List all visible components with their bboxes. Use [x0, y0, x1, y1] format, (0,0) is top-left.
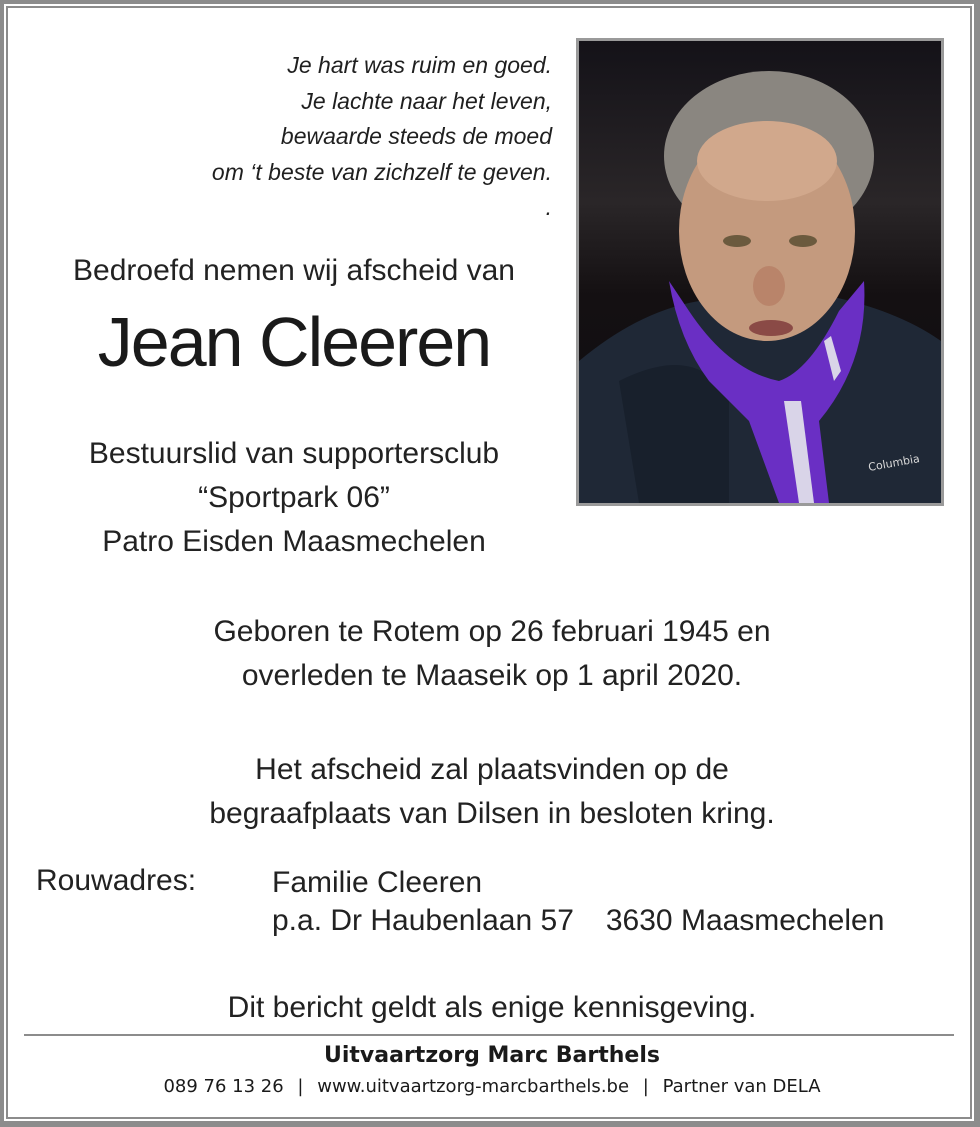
role-line: “Sportpark 06”: [198, 481, 390, 514]
farewell-info: [8, 748, 976, 836]
role-line: Patro Eisden Maasmechelen: [102, 525, 486, 558]
role-line: Bestuurslid van supportersclub: [88, 437, 500, 470]
address-line1: Familie Cleeren: [272, 866, 483, 899]
address-city: 3630 Maasmechelen: [605, 904, 885, 937]
poem-line: Je hart was ruim en goed.: [287, 52, 552, 78]
svg-text:Columbia: Columbia: [867, 452, 921, 474]
farewell-line: begraafplaats van Dilsen in besloten kring.: [209, 797, 775, 830]
footer-divider: [24, 1034, 954, 1036]
separator: |: [297, 1076, 304, 1097]
poem-line: bewaarde steeds de moed: [280, 123, 552, 149]
portrait-illustration: [579, 41, 941, 503]
phone-number: 089 76 13 26: [163, 1076, 284, 1097]
life-line: Geboren te Rotem op 26 februari 1945 en: [213, 615, 771, 648]
intro-text: Bedroefd nemen wij afscheid van: [73, 254, 515, 287]
notice-text: Dit bericht geldt als enige kennisgeving.: [227, 991, 757, 1024]
inner-frame: [6, 6, 972, 1119]
deceased-name: Jean Cleeren: [97, 303, 491, 381]
address-street: p.a. Dr Haubenlaan 57: [272, 904, 574, 937]
life-dates: [8, 610, 976, 698]
farewell-line: Het afscheid zal plaatsvinden op de: [255, 753, 729, 786]
address-line2: [272, 902, 884, 940]
portrait-photo: [576, 38, 944, 506]
role-block: [8, 432, 580, 564]
partner-text: Partner van DELA: [662, 1076, 821, 1097]
obituary-page: [8, 8, 970, 1117]
funeral-home-name: Uitvaartzorg Marc Barthels: [324, 1043, 660, 1068]
footer-contact: [8, 1076, 976, 1097]
life-line: overleden te Maaseik op 1 april 2020.: [241, 659, 743, 692]
outer-frame: [4, 4, 974, 1121]
poem-line: .: [545, 194, 552, 220]
poem: [212, 48, 552, 226]
separator: |: [642, 1076, 649, 1097]
address-block: [272, 864, 884, 940]
address-label: Rouwadres:: [36, 864, 197, 897]
website-link[interactable]: www.uitvaartzorg-marcbarthels.be: [317, 1076, 630, 1097]
poem-line: om ‘t beste van zichzelf te geven.: [211, 158, 552, 185]
poem-line: Je lachte naar het leven,: [301, 87, 552, 114]
